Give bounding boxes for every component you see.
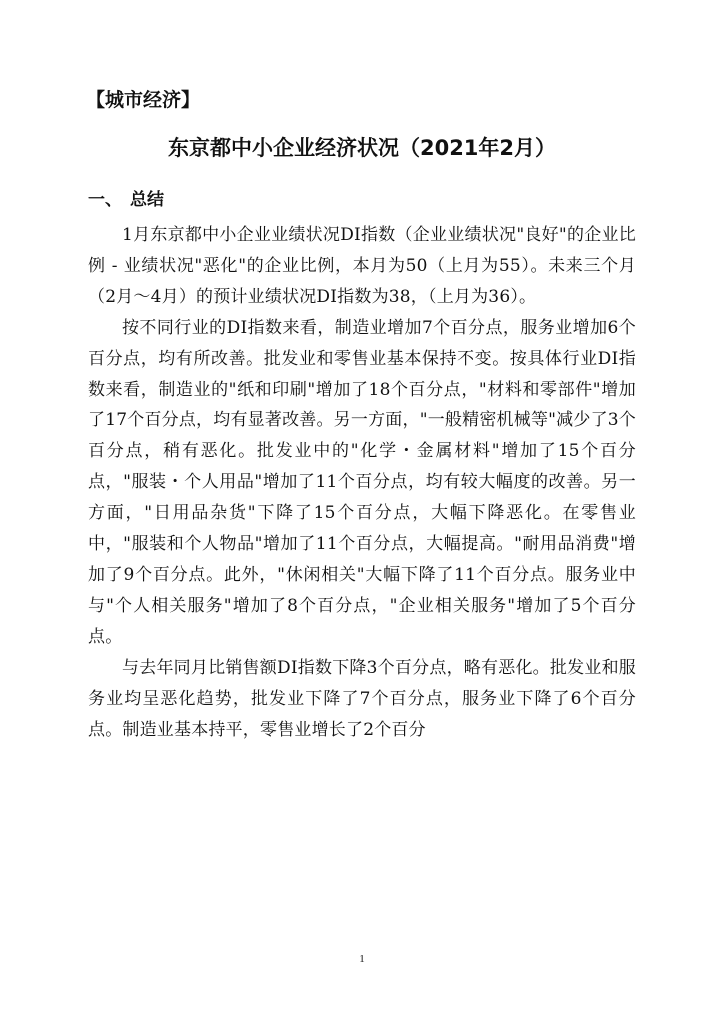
document-body (88, 220, 636, 745)
paragraph-sales-di: 与去年同月比销售额DI指数下降3个百分点，略有恶化。批发业和服务业均呈恶化趋势，批发业下降了7个百分点，服务业下降了6个百分点。制造业基本持平，零售业增长了2个百分 (88, 657, 636, 740)
section-heading-number: 一、 (88, 190, 122, 210)
document-title: 东京都中小企业经济状况（2021年2月） (167, 136, 557, 160)
paragraph-summary: 1月东京都中小企业业绩状况DI指数（企业业绩状况"良好"的企业比例 - 业绩状况"恶化"的企业比例，本月为50（上月为55）。未来三个月 （2月～4月）的预计业绩状况DI指数为38，（上月为36）。 (88, 225, 636, 307)
paragraph-industry-di: 按不同行业的DI指数来看，制造业增加7个百分点，服务业增加6个百分点，均有所改善。批发业和零售业基本保持不变。按具体行业DI指数来看，制造业的"纸和印刷"增加了18个百分点，"材料和零部件"增加了17个百分点，均有显著改善。另一方面，"一般精密机械等"减少了3个百分点，稍有恶化。批发业中的"化学・金属材料"增加了15个百分点，"服装・个人用品"增加了11个百分点，均有较大幅度的改善。另一方面，"日用品杂货"下降了15个百分点，大幅下降恶化。在零售业中，"服装和个人物品"增加了11个百分点，大幅提高。"耐用品消费"增加了9个百分点。此外，"休闲相关"大幅下降了11个百分点。服务业中与"个人相关服务"增加了8个百分点，"企业相关服务"增加了5个百分点。 (88, 317, 636, 647)
section-heading-text: 总结 (130, 190, 164, 210)
section-heading (88, 187, 164, 213)
page-number: 1 (359, 953, 365, 965)
section-tag: 【城市经济】 (86, 89, 201, 111)
